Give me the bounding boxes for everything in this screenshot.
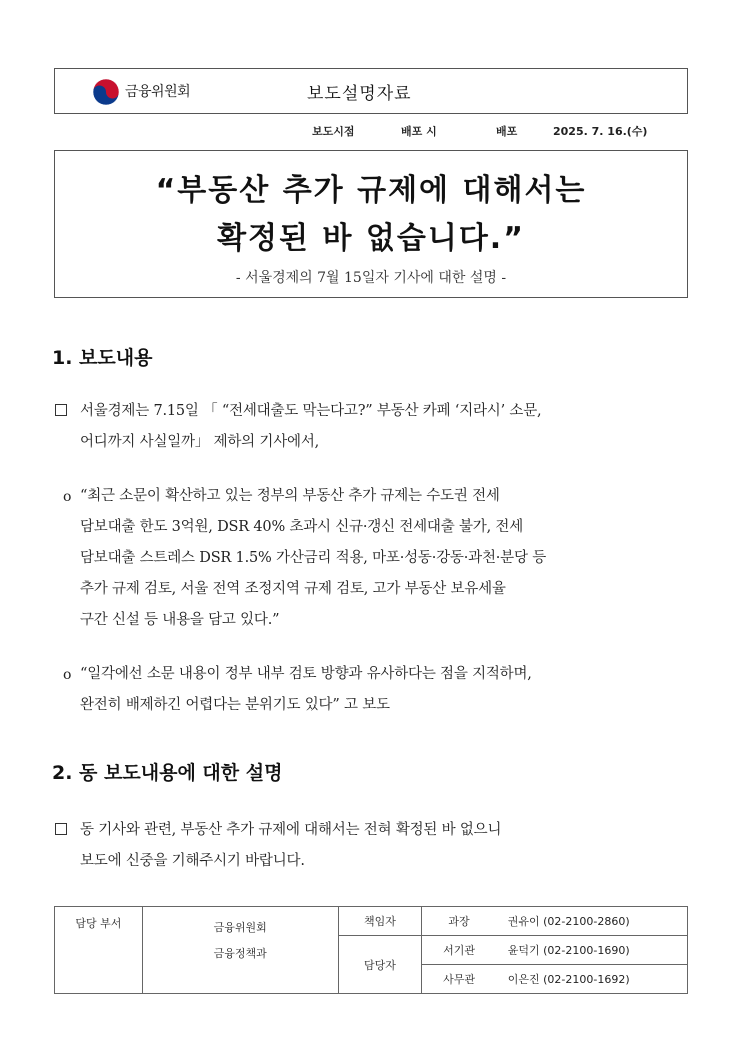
dept-division: 금융정책과	[213, 947, 267, 960]
responsible-label-cell	[338, 907, 422, 936]
contact-name-cell	[496, 965, 688, 994]
bullet-line: 담보대출 한도 3억원, DSR 40% 초과시 신규·갱신 전세대출 불가, 전세	[80, 519, 523, 535]
contact-table	[54, 906, 688, 994]
dept-org: 금융위원회	[213, 921, 267, 934]
contact-name: 권유이 (02-2100-2860)	[507, 915, 630, 928]
org-name: 금융위원회	[125, 84, 191, 100]
title-line-1: “부동산 추가 규제에 대해서는	[155, 173, 587, 208]
title-subtitle: - 서울경제의 7월 15일자 기사에 대한 설명 -	[235, 270, 507, 286]
section-2-paragraph	[80, 815, 700, 877]
square-bullet-icon	[55, 404, 67, 416]
bullet-line: 추가 규제 검토, 서울 전역 조정지역 규제 검토, 고가 부동산 보유세율	[80, 581, 506, 597]
section-1-bullet-2	[80, 659, 700, 721]
contact-title: 과장	[448, 915, 470, 928]
paragraph-line: 어디까지 사실일까」 제하의 기사에서,	[80, 434, 320, 450]
title-line-2: 확정된 바 없습니다.”	[217, 221, 525, 256]
square-bullet-icon	[55, 823, 67, 835]
paragraph-line: 보도에 신중을 기해주시기 바랍니다.	[80, 853, 305, 869]
section-1-bullet-1	[80, 481, 700, 636]
contact-title-cell	[422, 907, 496, 936]
staff-label: 담당자	[364, 958, 396, 972]
bullet-line: “일각에선 소문 내용이 정부 내부 검토 방향과 유사하다는 점을 지적하며,	[80, 666, 532, 682]
doc-type: 보도설명자료	[307, 84, 412, 104]
contact-title: 서기관	[443, 944, 475, 957]
taegeuk-logo-icon	[91, 77, 121, 107]
contact-name: 이은진 (02-2100-1692)	[507, 973, 630, 986]
staff-label-cell	[338, 936, 422, 994]
contact-title-cell	[422, 965, 496, 994]
dept-label: 담당 부서	[75, 917, 122, 930]
header-box	[54, 68, 688, 114]
contact-title-cell	[422, 936, 496, 965]
contact-name-cell	[496, 936, 688, 965]
bullet-line: 구간 신설 등 내용을 담고 있다.”	[80, 612, 280, 628]
dept-cell	[142, 907, 338, 994]
contact-title: 사무관	[443, 973, 475, 986]
dept-label-cell	[55, 907, 143, 994]
circle-bullet-icon: o	[63, 667, 72, 683]
release-date: 2025. 7. 16.(수)	[553, 125, 648, 138]
paragraph-line: 서울경제는 7.15일 「 “전세대출도 막는다고?” 부동산 카페 ‘지라시’ 소문,	[80, 403, 542, 419]
title-box	[54, 150, 688, 298]
release-distribution-label: 배포 시	[401, 125, 437, 138]
contact-name-cell	[496, 907, 688, 936]
contact-name: 윤덕기 (02-2100-1690)	[507, 944, 630, 957]
section-1-heading: 1. 보도내용	[52, 347, 153, 369]
section-1-paragraph	[80, 396, 700, 458]
bullet-line: “최근 소문이 확산하고 있는 정부의 부동산 추가 규제는 수도권 전세	[80, 488, 500, 504]
bullet-line: 담보대출 스트레스 DSR 1.5% 가산금리 적용, 마포·성동·강동·과천·분당 등	[80, 550, 546, 566]
responsible-label: 책임자	[364, 915, 396, 928]
bullet-line: 완전히 배제하긴 어렵다는 분위기도 있다” 고 보도	[80, 697, 390, 713]
release-distribution-text: 배포	[496, 125, 518, 138]
section-2-heading: 2. 동 보도내용에 대한 설명	[52, 762, 283, 784]
circle-bullet-icon: o	[63, 489, 72, 505]
release-time-label: 보도시점	[312, 125, 355, 138]
paragraph-line: 동 기사와 관련, 부동산 추가 규제에 대해서는 전혀 확정된 바 없으니	[80, 822, 502, 838]
